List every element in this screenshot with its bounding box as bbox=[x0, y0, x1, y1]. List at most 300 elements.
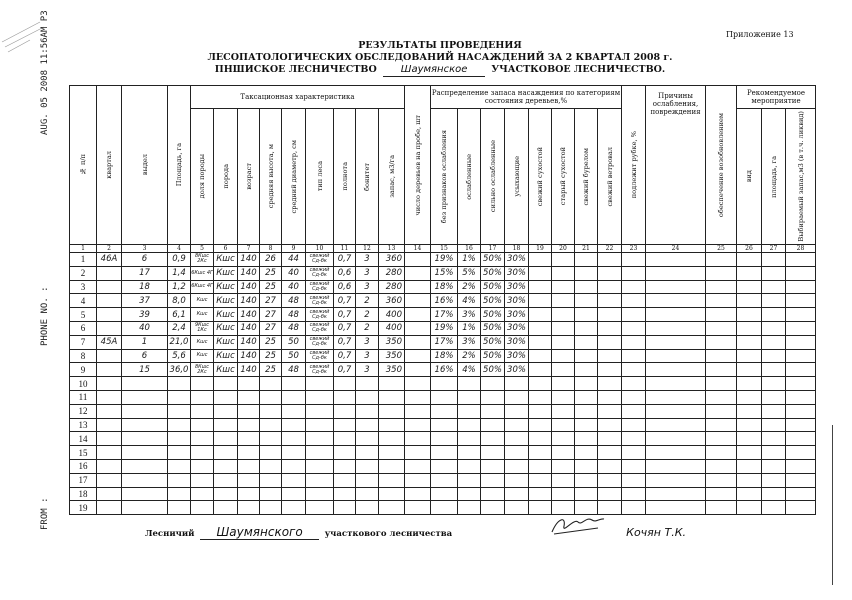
cell-h: 27 bbox=[260, 294, 282, 308]
cell-empty bbox=[762, 308, 786, 322]
cell-species bbox=[214, 459, 238, 473]
cell-d: 44 bbox=[282, 253, 306, 267]
cell-bon bbox=[356, 501, 379, 515]
cell-c16 bbox=[458, 473, 481, 487]
cell-empty bbox=[529, 253, 552, 267]
cell-species: Кшс bbox=[214, 253, 238, 267]
cell-c17: 50% bbox=[481, 308, 505, 322]
column-number: 11 bbox=[334, 245, 356, 253]
cell-vyd bbox=[122, 459, 168, 473]
cell-bon bbox=[356, 459, 379, 473]
cell-empty bbox=[575, 432, 598, 446]
col-header-num: № п/п bbox=[70, 86, 97, 245]
cell-empty bbox=[706, 363, 737, 377]
cell-empty bbox=[622, 377, 646, 391]
cell-h: 27 bbox=[260, 308, 282, 322]
table-row bbox=[70, 446, 816, 460]
cell-vyd bbox=[122, 473, 168, 487]
cell-empty bbox=[706, 418, 737, 432]
cell-empty bbox=[737, 335, 762, 349]
cell-empty bbox=[706, 501, 737, 515]
fax-from-label: FROM : bbox=[40, 497, 50, 530]
cell-empty bbox=[598, 404, 622, 418]
cell-empty bbox=[575, 377, 598, 391]
cell-vyd: 39 bbox=[122, 308, 168, 322]
cell-empty bbox=[405, 404, 431, 418]
cell-vyd: 6 bbox=[122, 349, 168, 363]
cell-empty bbox=[405, 501, 431, 515]
cell-empty bbox=[552, 294, 575, 308]
cell-empty bbox=[786, 404, 816, 418]
cell-species bbox=[214, 501, 238, 515]
cell-empty bbox=[529, 446, 552, 460]
table-body bbox=[70, 245, 816, 515]
cell-c16 bbox=[458, 487, 481, 501]
cell-c17 bbox=[481, 473, 505, 487]
margin-scribble bbox=[0, 0, 70, 60]
cell-empty bbox=[646, 418, 706, 432]
cell-h bbox=[260, 473, 282, 487]
cell-area bbox=[168, 418, 191, 432]
cell-empty bbox=[737, 418, 762, 432]
cell-empty bbox=[646, 432, 706, 446]
cell-empty bbox=[552, 418, 575, 432]
column-number: 28 bbox=[786, 245, 816, 253]
cell-vyd: 6 bbox=[122, 253, 168, 267]
cell-empty bbox=[762, 404, 786, 418]
cell-d: 48 bbox=[282, 294, 306, 308]
col-header-fresh-windbreak: свежий ветровал bbox=[598, 109, 622, 245]
cell-stock: 360 bbox=[379, 253, 405, 267]
cell-vyd bbox=[122, 501, 168, 515]
cell-c16: 1% bbox=[458, 321, 481, 335]
cell-empty bbox=[552, 377, 575, 391]
cell-c18 bbox=[505, 377, 529, 391]
cell-empty bbox=[786, 473, 816, 487]
cell-empty bbox=[622, 349, 646, 363]
cell-empty bbox=[552, 446, 575, 460]
cell-type bbox=[306, 390, 334, 404]
table-row bbox=[70, 308, 816, 322]
cell-empty bbox=[737, 294, 762, 308]
cell-empty bbox=[529, 294, 552, 308]
cell-c18: 30% bbox=[505, 280, 529, 294]
cell-stock: 350 bbox=[379, 335, 405, 349]
cell-empty bbox=[552, 280, 575, 294]
cell-share bbox=[191, 487, 214, 501]
cell-type: свежий Сд-бк bbox=[306, 253, 334, 267]
cell-n: 17 bbox=[70, 473, 97, 487]
fax-date-line: AUG. 05 2008 11:56AM P3 bbox=[40, 10, 50, 135]
cell-empty bbox=[646, 294, 706, 308]
cell-empty bbox=[646, 446, 706, 460]
district-label: участкового лесничества bbox=[324, 529, 453, 539]
cell-h: 25 bbox=[260, 280, 282, 294]
cell-empty bbox=[598, 266, 622, 280]
cell-area: 6,1 bbox=[168, 308, 191, 322]
cell-dens bbox=[334, 501, 356, 515]
cell-kv: 45А bbox=[97, 335, 122, 349]
cell-dens: 0,6 bbox=[334, 280, 356, 294]
cell-share bbox=[191, 418, 214, 432]
col-header-fresh-windfall: свежий бурелом bbox=[575, 109, 598, 245]
cell-empty bbox=[529, 487, 552, 501]
cell-empty bbox=[706, 432, 737, 446]
cell-empty bbox=[622, 501, 646, 515]
signer-name: Кочян Т.К. bbox=[626, 526, 687, 539]
cell-empty bbox=[737, 446, 762, 460]
cell-age bbox=[238, 487, 260, 501]
cell-empty bbox=[552, 321, 575, 335]
cell-area: 5,6 bbox=[168, 349, 191, 363]
cell-empty bbox=[737, 432, 762, 446]
cell-h: 25 bbox=[260, 266, 282, 280]
column-number: 2 bbox=[97, 245, 122, 253]
col-header-forest-type: тип леса bbox=[306, 109, 334, 245]
cell-bon bbox=[356, 487, 379, 501]
cell-empty bbox=[706, 473, 737, 487]
cell-empty bbox=[575, 308, 598, 322]
cell-c18: 30% bbox=[505, 349, 529, 363]
cell-c15 bbox=[431, 459, 458, 473]
table-row bbox=[70, 404, 816, 418]
cell-dens bbox=[334, 377, 356, 391]
cell-species bbox=[214, 404, 238, 418]
col-header-area: Площадь, га bbox=[168, 86, 191, 245]
cell-empty bbox=[646, 459, 706, 473]
cell-c17 bbox=[481, 459, 505, 473]
cell-species: Кшс bbox=[214, 266, 238, 280]
cell-type bbox=[306, 418, 334, 432]
cell-empty bbox=[598, 446, 622, 460]
table-row bbox=[70, 349, 816, 363]
table-row bbox=[70, 418, 816, 432]
cell-type: свежий Сд-бк bbox=[306, 308, 334, 322]
cell-dens bbox=[334, 473, 356, 487]
cell-empty bbox=[405, 253, 431, 267]
forester-label: Лесничий bbox=[145, 529, 195, 539]
cell-stock bbox=[379, 446, 405, 460]
cell-area: 21,0 bbox=[168, 335, 191, 349]
cell-empty bbox=[575, 349, 598, 363]
cell-area bbox=[168, 404, 191, 418]
cell-empty bbox=[405, 335, 431, 349]
cell-vyd: 37 bbox=[122, 294, 168, 308]
col-header-age: возраст bbox=[238, 109, 260, 245]
cell-empty bbox=[646, 335, 706, 349]
cell-vyd bbox=[122, 446, 168, 460]
cell-empty bbox=[706, 487, 737, 501]
cell-c18: 30% bbox=[505, 321, 529, 335]
cell-c17 bbox=[481, 404, 505, 418]
table-row bbox=[70, 487, 816, 501]
cell-c17: 50% bbox=[481, 363, 505, 377]
cell-empty bbox=[737, 308, 762, 322]
cell-empty bbox=[762, 377, 786, 391]
cell-empty bbox=[598, 501, 622, 515]
cell-empty bbox=[598, 280, 622, 294]
cell-d bbox=[282, 404, 306, 418]
cell-empty bbox=[706, 308, 737, 322]
cell-h: 26 bbox=[260, 253, 282, 267]
cell-empty bbox=[762, 294, 786, 308]
cell-empty bbox=[405, 473, 431, 487]
cell-share: 6Кшс 4Г bbox=[191, 280, 214, 294]
cell-type bbox=[306, 432, 334, 446]
cell-dens: 0,7 bbox=[334, 363, 356, 377]
cell-kv bbox=[97, 404, 122, 418]
cell-stock: 280 bbox=[379, 280, 405, 294]
cell-dens bbox=[334, 446, 356, 460]
cell-c16 bbox=[458, 446, 481, 460]
cell-n: 12 bbox=[70, 404, 97, 418]
signature-scribble bbox=[548, 514, 608, 536]
cell-species bbox=[214, 377, 238, 391]
cell-c17 bbox=[481, 390, 505, 404]
cell-dens bbox=[334, 418, 356, 432]
cell-stock bbox=[379, 432, 405, 446]
cell-empty bbox=[706, 446, 737, 460]
cell-area: 36,0 bbox=[168, 363, 191, 377]
cell-empty bbox=[575, 253, 598, 267]
col-header-vydel: выдел bbox=[122, 86, 168, 245]
title-line-2: ЛЕСОПАТОЛОГИЧЕСКИХ ОБСЛЕДОВАНИЙ НАСАЖДЕНИЙ ЗА 2 КВАРТАЛ 2008 г. bbox=[207, 52, 673, 63]
cell-empty bbox=[552, 459, 575, 473]
cell-bon: 2 bbox=[356, 294, 379, 308]
cell-c15 bbox=[431, 473, 458, 487]
cell-stock: 400 bbox=[379, 321, 405, 335]
cell-empty bbox=[646, 404, 706, 418]
cell-age: 140 bbox=[238, 335, 260, 349]
cell-empty bbox=[598, 335, 622, 349]
cell-c16: 2% bbox=[458, 349, 481, 363]
cell-empty bbox=[552, 432, 575, 446]
cell-n: 3 bbox=[70, 280, 97, 294]
cell-n: 4 bbox=[70, 294, 97, 308]
cell-empty bbox=[737, 349, 762, 363]
table-row bbox=[70, 363, 816, 377]
cell-share: 6Кшс 4Г bbox=[191, 266, 214, 280]
cell-empty bbox=[786, 280, 816, 294]
col-group-recommended: Рекомендуемое мероприятие bbox=[737, 86, 816, 109]
cell-c18 bbox=[505, 446, 529, 460]
cell-share bbox=[191, 432, 214, 446]
cell-n: 5 bbox=[70, 308, 97, 322]
table-row bbox=[70, 335, 816, 349]
district-handwritten: Шаумянское bbox=[383, 64, 486, 77]
cell-stock bbox=[379, 459, 405, 473]
cell-dens: 0,7 bbox=[334, 349, 356, 363]
column-number: 10 bbox=[306, 245, 334, 253]
cell-kv bbox=[97, 280, 122, 294]
column-number: 5 bbox=[191, 245, 214, 253]
cell-empty bbox=[575, 418, 598, 432]
cell-kv bbox=[97, 418, 122, 432]
cell-d: 48 bbox=[282, 363, 306, 377]
cell-c15: 15% bbox=[431, 266, 458, 280]
cell-empty bbox=[786, 377, 816, 391]
cell-empty bbox=[552, 501, 575, 515]
cell-species bbox=[214, 473, 238, 487]
cell-c18: 30% bbox=[505, 363, 529, 377]
survey-table bbox=[69, 85, 816, 515]
cell-empty bbox=[575, 266, 598, 280]
col-header-old-dead: старый сухостой bbox=[552, 109, 575, 245]
cell-c17: 50% bbox=[481, 280, 505, 294]
cell-type bbox=[306, 473, 334, 487]
col-header-undercut: подлежит рубке, % bbox=[622, 86, 646, 245]
cell-empty bbox=[529, 459, 552, 473]
table-row bbox=[70, 266, 816, 280]
cell-d bbox=[282, 459, 306, 473]
cell-n: 15 bbox=[70, 446, 97, 460]
cell-empty bbox=[786, 321, 816, 335]
cell-vyd bbox=[122, 487, 168, 501]
cell-h bbox=[260, 487, 282, 501]
column-number: 27 bbox=[762, 245, 786, 253]
cell-c15 bbox=[431, 377, 458, 391]
cell-empty bbox=[786, 308, 816, 322]
cell-empty bbox=[646, 308, 706, 322]
column-number: 6 bbox=[214, 245, 238, 253]
cell-dens bbox=[334, 404, 356, 418]
cell-empty bbox=[598, 308, 622, 322]
cell-empty bbox=[737, 404, 762, 418]
cell-c16 bbox=[458, 501, 481, 515]
cell-share bbox=[191, 501, 214, 515]
table-row bbox=[70, 280, 816, 294]
cell-dens: 0,7 bbox=[334, 335, 356, 349]
column-number: 12 bbox=[356, 245, 379, 253]
cell-bon: 3 bbox=[356, 335, 379, 349]
cell-dens bbox=[334, 487, 356, 501]
cell-d: 50 bbox=[282, 349, 306, 363]
cell-area: 2,4 bbox=[168, 321, 191, 335]
cell-c18: 30% bbox=[505, 294, 529, 308]
cell-share bbox=[191, 390, 214, 404]
cell-d: 48 bbox=[282, 321, 306, 335]
cell-age: 140 bbox=[238, 349, 260, 363]
cell-share: Кшс bbox=[191, 335, 214, 349]
cell-empty bbox=[786, 446, 816, 460]
cell-empty bbox=[598, 349, 622, 363]
cell-empty bbox=[646, 501, 706, 515]
title-line-3 bbox=[170, 64, 710, 77]
cell-h bbox=[260, 446, 282, 460]
cell-vyd bbox=[122, 418, 168, 432]
cell-share bbox=[191, 446, 214, 460]
cell-share bbox=[191, 404, 214, 418]
cell-empty bbox=[786, 349, 816, 363]
cell-vyd: 17 bbox=[122, 266, 168, 280]
cell-empty bbox=[622, 404, 646, 418]
cell-c16 bbox=[458, 390, 481, 404]
cell-c18: 30% bbox=[505, 266, 529, 280]
col-header-measure-area: площадь, га bbox=[762, 109, 786, 245]
column-number: 16 bbox=[458, 245, 481, 253]
cell-empty bbox=[575, 280, 598, 294]
col-header-reforestation: обеспечение возобновлением bbox=[706, 86, 737, 245]
cell-empty bbox=[405, 294, 431, 308]
cell-empty bbox=[575, 321, 598, 335]
cell-d bbox=[282, 473, 306, 487]
cell-share: 8Кшс 2Кс bbox=[191, 253, 214, 267]
cell-empty bbox=[737, 253, 762, 267]
cell-type: свежий Сд-бк bbox=[306, 280, 334, 294]
cell-c17: 50% bbox=[481, 266, 505, 280]
col-header-trees-count: число деревьев на пробе, шт bbox=[405, 86, 431, 245]
cell-share bbox=[191, 459, 214, 473]
cell-d bbox=[282, 432, 306, 446]
cell-dens bbox=[334, 459, 356, 473]
cell-empty bbox=[529, 266, 552, 280]
cell-c15 bbox=[431, 390, 458, 404]
cell-c18 bbox=[505, 487, 529, 501]
col-header-drying: усыхающие bbox=[505, 109, 529, 245]
column-number: 8 bbox=[260, 245, 282, 253]
cell-empty bbox=[552, 390, 575, 404]
cell-d: 50 bbox=[282, 335, 306, 349]
cell-empty bbox=[575, 363, 598, 377]
cell-type: свежий Сд-бк bbox=[306, 335, 334, 349]
cell-species: Кшс bbox=[214, 280, 238, 294]
cell-area: 8,0 bbox=[168, 294, 191, 308]
cell-bon bbox=[356, 418, 379, 432]
cell-empty bbox=[762, 363, 786, 377]
cell-n: 19 bbox=[70, 501, 97, 515]
cell-empty bbox=[646, 321, 706, 335]
cell-kv bbox=[97, 363, 122, 377]
cell-kv bbox=[97, 294, 122, 308]
cell-bon: 3 bbox=[356, 280, 379, 294]
cell-bon bbox=[356, 473, 379, 487]
cell-empty bbox=[646, 253, 706, 267]
cell-vyd: 1 bbox=[122, 335, 168, 349]
column-number: 9 bbox=[282, 245, 306, 253]
cell-empty bbox=[762, 501, 786, 515]
column-number: 4 bbox=[168, 245, 191, 253]
cell-c15 bbox=[431, 432, 458, 446]
cell-stock bbox=[379, 404, 405, 418]
column-number: 15 bbox=[431, 245, 458, 253]
cell-empty bbox=[552, 473, 575, 487]
cell-empty bbox=[598, 377, 622, 391]
cell-c17 bbox=[481, 501, 505, 515]
cell-empty bbox=[706, 377, 737, 391]
cell-empty bbox=[529, 321, 552, 335]
cell-c18: 30% bbox=[505, 335, 529, 349]
cell-empty bbox=[598, 321, 622, 335]
cell-species: Кшс bbox=[214, 349, 238, 363]
cell-h bbox=[260, 377, 282, 391]
table-row bbox=[70, 253, 816, 267]
cell-bon: 2 bbox=[356, 308, 379, 322]
cell-d bbox=[282, 487, 306, 501]
cell-c16: 4% bbox=[458, 294, 481, 308]
cell-d bbox=[282, 390, 306, 404]
cell-empty bbox=[762, 459, 786, 473]
cell-empty bbox=[552, 308, 575, 322]
cell-c15: 18% bbox=[431, 280, 458, 294]
cell-stock bbox=[379, 418, 405, 432]
cell-empty bbox=[737, 501, 762, 515]
cell-n: 14 bbox=[70, 432, 97, 446]
cell-kv bbox=[97, 473, 122, 487]
cell-empty bbox=[762, 446, 786, 460]
cell-c17 bbox=[481, 432, 505, 446]
cell-empty bbox=[737, 390, 762, 404]
cell-c18 bbox=[505, 390, 529, 404]
